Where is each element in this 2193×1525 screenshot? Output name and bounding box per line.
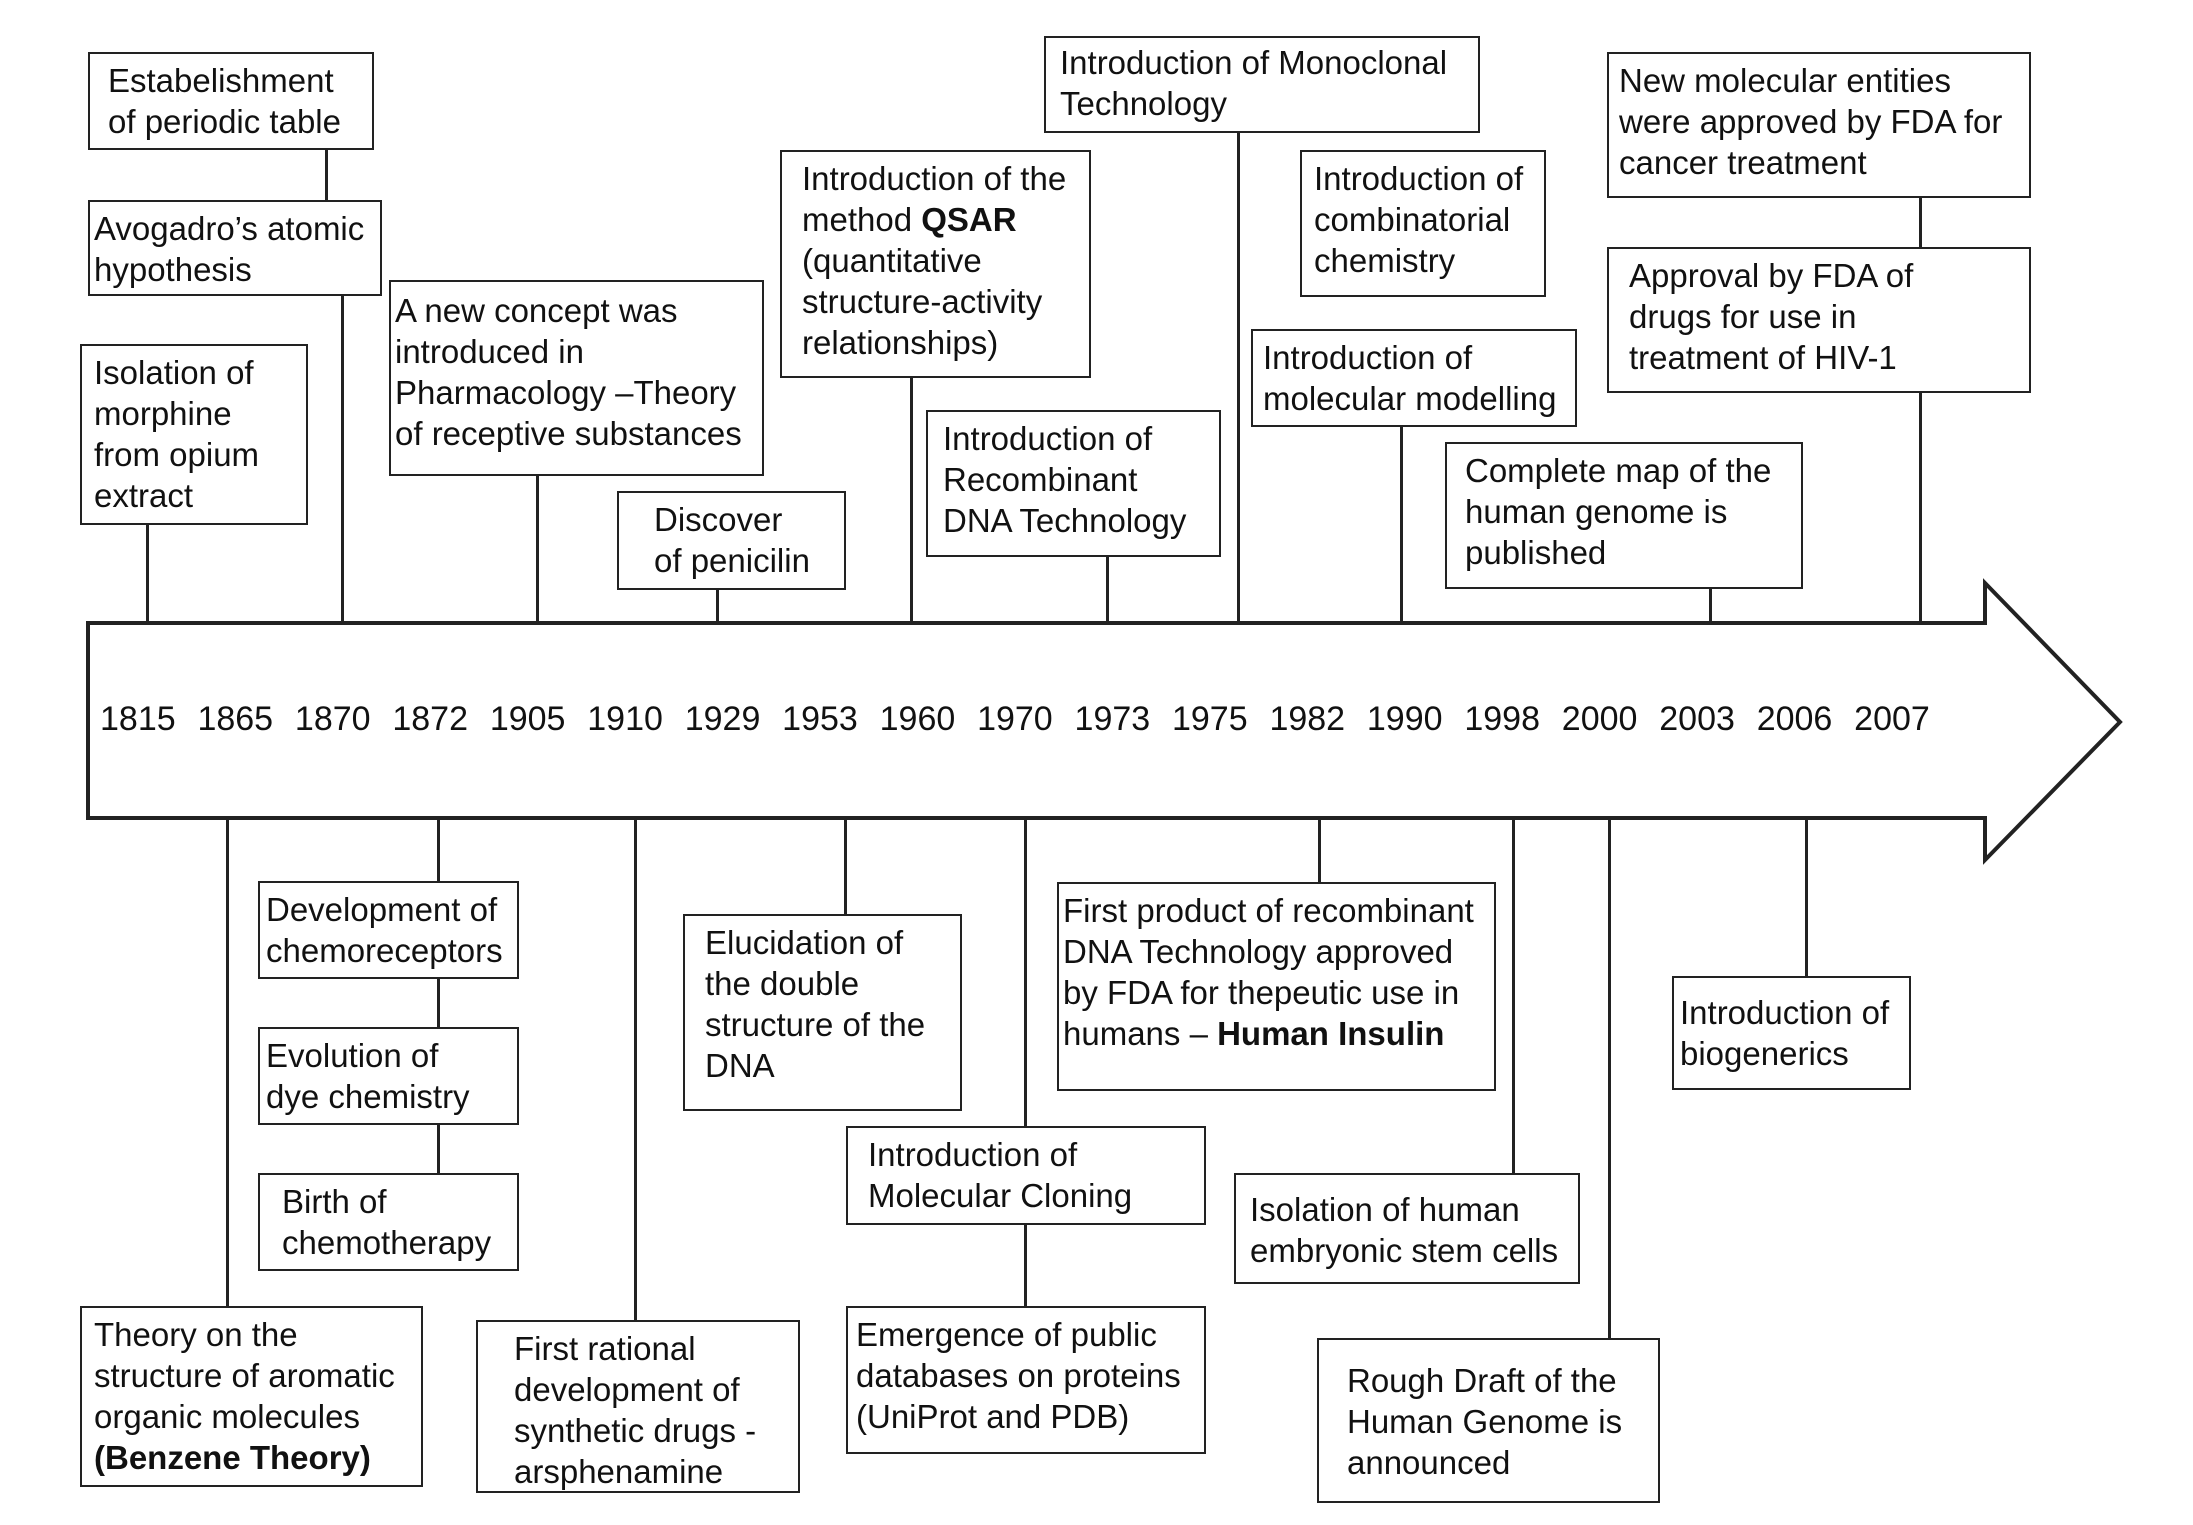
year-label: 1975: [1171, 700, 1248, 738]
event-text: dye chemistry: [266, 1078, 470, 1115]
event-biogenerics: [1672, 976, 1911, 1090]
event-text: drugs for use in: [1629, 298, 1857, 335]
year-label: 1990: [1366, 700, 1443, 738]
event-text: Isolation of human: [1250, 1191, 1520, 1228]
year-axis: [100, 700, 1930, 739]
connector-line: [634, 818, 637, 1320]
event-combinatorial: [1300, 150, 1546, 297]
connector-line: [536, 476, 539, 623]
event-text: humans –: [1063, 1015, 1218, 1052]
event-text: published: [1465, 534, 1607, 571]
event-text: Introduction of the: [802, 160, 1067, 197]
event-text-bold: Human Insulin: [1217, 1015, 1445, 1052]
event-text: databases on proteins: [856, 1357, 1181, 1394]
event-text: (quantitative: [802, 242, 982, 279]
event-avogadro: [88, 200, 382, 296]
event-text: of penicilin: [654, 542, 810, 579]
event-text: cancer treatment: [1619, 144, 1867, 181]
event-text: Introduction of Monoclonal: [1060, 44, 1448, 81]
year-label: 1973: [1074, 700, 1151, 738]
event-text: extract: [94, 477, 194, 514]
event-text: structure of the: [705, 1006, 926, 1043]
event-text: morphine: [94, 395, 232, 432]
event-text: chemoreceptors: [266, 932, 503, 969]
event-stem-cells: [1234, 1173, 1580, 1284]
event-text: Introduction of: [868, 1136, 1078, 1173]
event-text: the double: [705, 965, 860, 1002]
event-text: relationships): [802, 324, 999, 361]
event-text: method: [802, 201, 922, 238]
event-text-bold: (Benzene Theory): [94, 1439, 371, 1476]
connector-line: [1709, 589, 1712, 623]
event-text: molecular modelling: [1263, 380, 1557, 417]
event-text: Avogadro’s atomic: [94, 210, 365, 247]
event-text: Recombinant: [943, 461, 1138, 498]
connector-line: [1237, 133, 1240, 623]
event-molecular-modelling: [1251, 329, 1577, 427]
event-text: by FDA for thepeutic use in: [1063, 974, 1460, 1011]
event-text: organic molecules: [94, 1398, 360, 1435]
event-molecular-cloning: [846, 1126, 1206, 1225]
year-label: 1910: [587, 700, 663, 738]
year-label: 1970: [977, 700, 1053, 738]
event-text: First rational: [514, 1330, 696, 1367]
year-label: 1815: [100, 700, 176, 738]
connector-line: [1318, 818, 1321, 882]
event-text: First product of recombinant: [1063, 892, 1474, 929]
event-text: treatment of HIV-1: [1629, 339, 1897, 376]
event-text: Rough Draft of the: [1347, 1362, 1617, 1399]
year-label: 1929: [684, 700, 761, 738]
year-label: 2000: [1561, 700, 1638, 738]
event-text: announced: [1347, 1444, 1511, 1481]
event-text: from opium: [94, 436, 260, 473]
event-text: arsphenamine: [514, 1453, 724, 1490]
event-text: introduced in: [395, 333, 584, 370]
connector-line: [1400, 427, 1403, 623]
connector-line: [716, 590, 719, 623]
event-text: DNA Technology: [943, 502, 1187, 539]
event-text: Approval by FDA of: [1629, 257, 1914, 294]
year-label: 1870: [294, 700, 371, 738]
event-draft-genome: [1317, 1338, 1660, 1503]
connector-line: [1805, 818, 1808, 976]
connector-line: [1512, 818, 1515, 1173]
event-text: Pharmacology –Theory: [395, 374, 737, 411]
event-text-line: [802, 199, 1079, 240]
year-label: 1982: [1269, 700, 1346, 738]
event-morphine: [80, 344, 308, 525]
year-label: 1953: [782, 700, 858, 738]
event-receptive-substances: [389, 280, 764, 476]
event-text: human genome is: [1465, 493, 1728, 530]
event-text-bold: QSAR: [921, 201, 1017, 238]
event-chemotherapy: [258, 1173, 519, 1271]
event-text: were approved by FDA for: [1619, 103, 2003, 140]
event-benzene-theory: [80, 1306, 423, 1487]
event-text: synthetic drugs -: [514, 1412, 757, 1449]
connector-line: [1106, 557, 1109, 623]
event-text: embryonic stem cells: [1250, 1232, 1559, 1269]
event-dna-structure: [683, 914, 962, 1111]
event-text: Molecular Cloning: [868, 1177, 1133, 1214]
event-text: Introduction of: [1314, 160, 1524, 197]
year-label: 1872: [392, 700, 468, 738]
event-hiv-approval: [1607, 247, 2031, 393]
event-monoclonal: [1044, 36, 1480, 133]
event-periodic-table: [88, 52, 374, 150]
event-text: structure-activity: [802, 283, 1043, 320]
event-text: Technology: [1060, 85, 1227, 122]
year-label: 1998: [1464, 700, 1540, 738]
event-text: Introduction of: [943, 420, 1153, 457]
connector-line: [844, 818, 847, 914]
event-text: chemistry: [1314, 242, 1456, 279]
event-text: Birth of: [282, 1183, 387, 1220]
event-text: Introduction of: [1263, 339, 1473, 376]
event-text: Complete map of the: [1465, 452, 1772, 489]
year-label: 2007: [1854, 700, 1930, 738]
event-text: Development of: [266, 891, 498, 928]
event-arsphenamine: [476, 1320, 800, 1493]
connector-line: [1024, 818, 1027, 1306]
event-text: Isolation of: [94, 354, 254, 391]
event-recombinant-dna: [926, 410, 1221, 557]
year-label: 2003: [1659, 700, 1735, 738]
connector-line: [325, 150, 328, 200]
event-dye-chemistry: [258, 1027, 519, 1125]
event-text: chemotherapy: [282, 1224, 492, 1261]
event-text: development of: [514, 1371, 740, 1408]
event-text: hypothesis: [94, 251, 252, 288]
event-human-insulin: [1057, 882, 1496, 1091]
connector-line: [1608, 818, 1611, 1338]
event-penicilin: [617, 491, 846, 590]
event-text: structure of aromatic: [94, 1357, 395, 1394]
event-text: combinatorial: [1314, 201, 1511, 238]
event-text: (UniProt and PDB): [856, 1398, 1130, 1435]
event-qsar: [780, 150, 1091, 378]
event-chemoreceptors: [258, 881, 519, 979]
year-label: 2006: [1756, 700, 1833, 738]
event-text: Evolution of: [266, 1037, 439, 1074]
event-text: Discover: [654, 501, 783, 538]
event-text: biogenerics: [1680, 1035, 1849, 1072]
event-text: New molecular entities: [1619, 62, 1951, 99]
event-text: DNA Technology approved: [1063, 933, 1454, 970]
event-text: of periodic table: [108, 103, 341, 140]
event-text: Estabelishment: [108, 62, 334, 99]
event-text: A new concept was: [395, 292, 678, 329]
event-genome-map: [1445, 442, 1803, 589]
connector-line: [146, 525, 149, 623]
event-text: Human Genome is: [1347, 1403, 1623, 1440]
event-text: Emergence of public: [856, 1316, 1157, 1353]
event-text-line: [1063, 1013, 1484, 1054]
year-label: 1960: [879, 700, 956, 738]
event-text: DNA: [705, 1047, 775, 1084]
connector-line: [341, 296, 344, 623]
connector-line: [226, 818, 229, 1306]
event-text: Theory on the: [94, 1316, 298, 1353]
event-protein-databases: [846, 1306, 1206, 1454]
connector-line: [910, 378, 913, 623]
event-text: of receptive substances: [395, 415, 742, 452]
event-text: Introduction of: [1680, 994, 1890, 1031]
year-label: 1905: [489, 700, 566, 738]
event-text: Elucidation of: [705, 924, 904, 961]
event-new-molecular-entities: [1607, 52, 2031, 198]
year-label: 1865: [197, 700, 274, 738]
